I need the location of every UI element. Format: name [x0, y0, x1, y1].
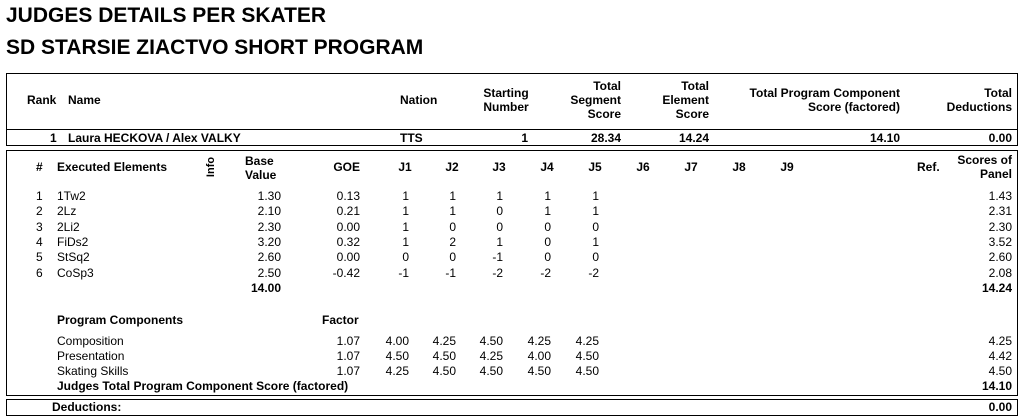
component-j5: 4.25	[575, 334, 599, 348]
component-j2: 4.25	[432, 334, 456, 348]
header-starting-number: Starting Number	[483, 86, 529, 114]
element-j2: 1	[449, 189, 456, 203]
header-j9: J9	[780, 160, 794, 174]
header-j8: J8	[732, 160, 746, 174]
component-j3: 4.25	[479, 349, 503, 363]
header-j1: J1	[398, 160, 412, 174]
header-j4: J4	[540, 160, 554, 174]
header-scores-of-panel: Scores of Panel	[957, 153, 1012, 181]
element-number: 4	[36, 235, 43, 249]
element-j3: -2	[492, 266, 503, 280]
element-j5: 1	[592, 189, 599, 203]
header-rank: Rank	[27, 93, 57, 107]
skater-name: Laura HECKOVA / Alex VALKY	[68, 131, 241, 145]
element-j1: 1	[402, 204, 409, 218]
component-j4: 4.25	[527, 334, 551, 348]
skater-nation: TTS	[400, 131, 423, 145]
element-j2: 1	[449, 204, 456, 218]
header-total-element-score: Total Element Score	[662, 79, 709, 121]
element-j5: 1	[592, 204, 599, 218]
element-base-value: 2.30	[257, 220, 281, 234]
element-goe: -0.42	[332, 266, 360, 280]
element-goe: 0.21	[336, 204, 360, 218]
element-j1: 0	[402, 250, 409, 264]
element-base-value: 3.20	[257, 235, 281, 249]
component-j2: 4.50	[432, 349, 456, 363]
element-j2: 0	[449, 220, 456, 234]
element-j4: 0	[544, 235, 551, 249]
element-number: 6	[36, 266, 43, 280]
header-executed-elements: Executed Elements	[57, 160, 168, 174]
summary-divider	[6, 129, 1018, 130]
skater-total-deductions: 0.00	[988, 131, 1012, 145]
element-j1: 1	[402, 220, 409, 234]
header-goe: GOE	[333, 160, 360, 174]
component-j4: 4.50	[527, 364, 551, 378]
element-name: StSq2	[57, 250, 90, 264]
component-score: 4.25	[988, 334, 1012, 348]
element-base-value: 2.50	[257, 266, 281, 280]
elements-base-total: 14.00	[250, 281, 281, 295]
component-name: Skating Skills	[57, 364, 129, 378]
program-components-title: Program Components	[57, 313, 184, 327]
element-j4: 1	[544, 204, 551, 218]
deductions-box	[6, 399, 1018, 416]
header-j7: J7	[684, 160, 698, 174]
element-j4: 0	[544, 250, 551, 264]
element-j5: -2	[588, 266, 599, 280]
element-j3: 1	[496, 189, 503, 203]
element-j3: 0	[496, 220, 503, 234]
component-name: Presentation	[57, 349, 125, 363]
element-j3: -1	[492, 250, 503, 264]
skater-rank: 1	[50, 131, 57, 145]
element-j5: 0	[592, 220, 599, 234]
element-name: CoSp3	[57, 266, 94, 280]
skater-total-pcs: 14.10	[869, 131, 900, 145]
header-nation: Nation	[400, 93, 438, 107]
element-panel-score: 1.43	[988, 189, 1012, 203]
component-factor: 1.07	[336, 334, 360, 348]
element-panel-score: 2.30	[988, 220, 1012, 234]
component-factor: 1.07	[336, 364, 360, 378]
element-j4: 0	[544, 220, 551, 234]
component-j1: 4.25	[385, 364, 409, 378]
header-j3: J3	[492, 160, 506, 174]
element-name: 2Lz	[57, 204, 77, 218]
component-j5: 4.50	[575, 364, 599, 378]
component-j1: 4.50	[385, 349, 409, 363]
element-j2: -1	[445, 266, 456, 280]
component-factor: 1.07	[336, 349, 360, 363]
element-j5: 1	[592, 235, 599, 249]
header-element-number: #	[36, 160, 43, 174]
report-title: JUDGES DETAILS PER SKATER	[6, 4, 327, 27]
element-goe: 0.32	[336, 235, 360, 249]
header-ref: Ref.	[917, 160, 940, 174]
component-name: Composition	[57, 334, 124, 348]
element-number: 2	[36, 204, 43, 218]
program-components-total: 14.10	[981, 379, 1012, 393]
component-j3: 4.50	[479, 364, 503, 378]
header-j2: J2	[445, 160, 459, 174]
element-panel-score: 3.52	[988, 235, 1012, 249]
header-j5: J5	[588, 160, 602, 174]
element-base-value: 2.60	[257, 250, 281, 264]
element-j2: 2	[449, 235, 456, 249]
element-number: 5	[36, 250, 43, 264]
component-j3: 4.50	[479, 334, 503, 348]
element-j2: 0	[449, 250, 456, 264]
element-j1: 1	[402, 189, 409, 203]
element-number: 1	[36, 189, 43, 203]
element-goe: 0.13	[336, 189, 360, 203]
component-score: 4.50	[988, 364, 1012, 378]
header-total-deductions: Total Deductions	[946, 86, 1012, 114]
header-total-segment-score: Total Segment Score	[570, 79, 621, 121]
program-components-factor-header: Factor	[322, 313, 359, 327]
element-name: 2Li2	[57, 220, 80, 234]
deductions-value: 0.00	[988, 400, 1012, 414]
header-name: Name	[68, 93, 101, 107]
header-base-value: Base Value	[245, 154, 277, 182]
component-score: 4.42	[988, 349, 1012, 363]
element-j3: 1	[496, 235, 503, 249]
header-info: Info	[205, 156, 217, 178]
element-j5: 0	[592, 250, 599, 264]
element-name: 1Tw2	[57, 189, 86, 203]
element-panel-score: 2.60	[988, 250, 1012, 264]
component-j4: 4.00	[527, 349, 551, 363]
element-base-value: 2.10	[257, 204, 281, 218]
element-j3: 0	[496, 204, 503, 218]
program-components-total-label: Judges Total Program Component Score (factored)	[57, 379, 349, 393]
skater-total-element-score: 14.24	[678, 131, 709, 145]
segment-title: SD STARSIE ZIACTVO SHORT PROGRAM	[6, 36, 424, 59]
skater-total-segment-score: 28.34	[590, 131, 621, 145]
element-j4: 1	[544, 189, 551, 203]
component-j5: 4.50	[575, 349, 599, 363]
element-base-value: 1.30	[257, 189, 281, 203]
element-panel-score: 2.08	[988, 266, 1012, 280]
details-box	[6, 150, 1018, 396]
element-name: FiDs2	[57, 235, 89, 249]
element-goe: 0.00	[336, 250, 360, 264]
component-j2: 4.50	[432, 364, 456, 378]
element-goe: 0.00	[336, 220, 360, 234]
skater-starting-number: 1	[521, 131, 528, 145]
element-number: 3	[36, 220, 43, 234]
header-j6: J6	[636, 160, 650, 174]
header-total-pcs: Total Program Component Score (factored)	[749, 86, 900, 114]
deductions-label: Deductions:	[52, 400, 122, 414]
elements-score-total: 14.24	[981, 281, 1012, 295]
element-j1: 1	[402, 235, 409, 249]
element-panel-score: 2.31	[988, 204, 1012, 218]
element-j4: -2	[540, 266, 551, 280]
component-j1: 4.00	[385, 334, 409, 348]
element-j1: -1	[398, 266, 409, 280]
